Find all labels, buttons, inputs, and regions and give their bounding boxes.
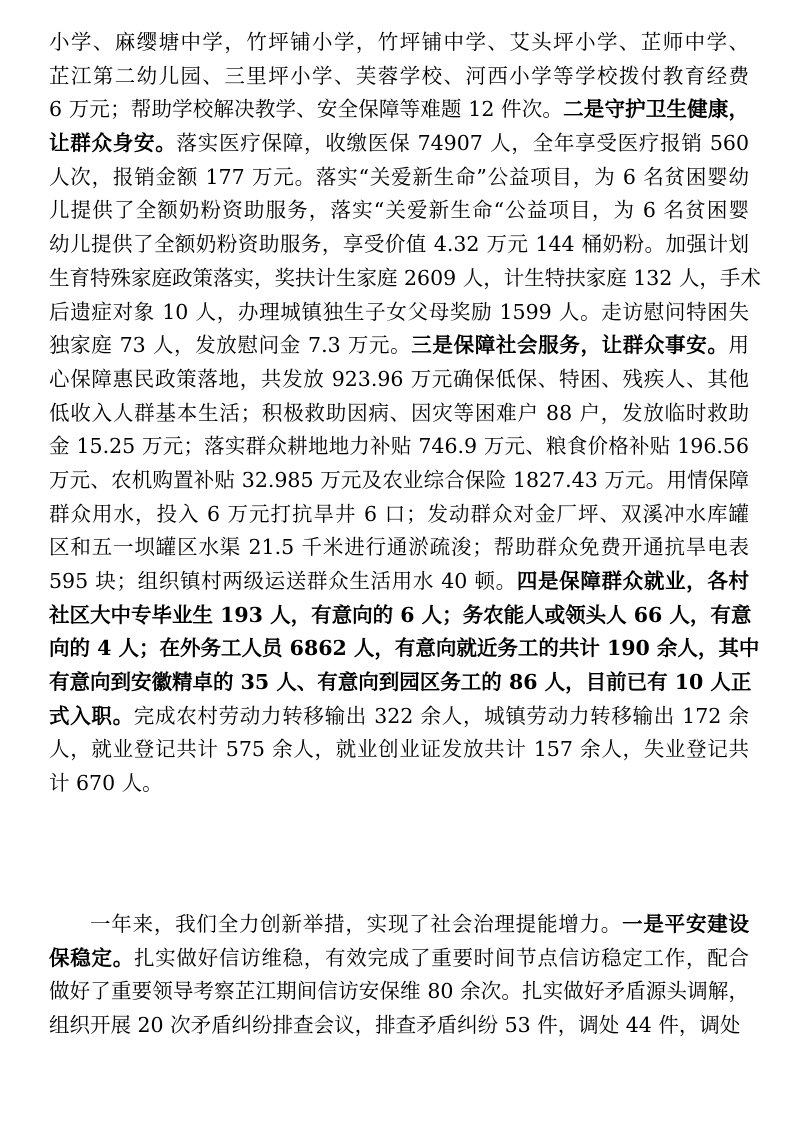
bold-text-run: 保稳定。 xyxy=(49,945,134,970)
text-line xyxy=(49,296,749,330)
text-line xyxy=(49,127,749,161)
text-line xyxy=(49,767,749,801)
text-line xyxy=(49,565,749,599)
text-line xyxy=(49,908,749,942)
text-run: 595 块；组织镇村两级运送群众生活用水 40 顿。 xyxy=(49,569,517,593)
bold-text-run: 一是平安建设 xyxy=(622,912,750,936)
text-run: 万元、农机购置补贴 32.985 万元及农业综合保险 1827.43 万元。用情保障 xyxy=(49,467,749,492)
text-line xyxy=(49,1009,749,1043)
text-line xyxy=(49,26,749,60)
text-line xyxy=(49,363,749,397)
text-run: 群众用水，投入 6 万元打抗旱井 6 口；发动群众对金厂坪、双溪冲水库罐 xyxy=(49,501,749,526)
text-run: 一年来，我们全力创新举措，实现了社会治理提能增力。 xyxy=(90,912,623,936)
bold-text-run: 社区大中专毕业生 193 人，有意向的 6 人；务农能人或领头人 66 人，有意 xyxy=(49,602,752,627)
text-line xyxy=(49,498,749,532)
text-run: 完成农村劳动力转移输出 322 余人，城镇劳动力转移输出 172 余 xyxy=(133,703,749,728)
paragraph-2 xyxy=(49,908,749,1043)
text-run: 幼儿提供了全额奶粉资助服务，享受价值 4.32 万元 144 桶奶粉。加强计划 xyxy=(49,232,749,257)
bold-text-run: 三是保障社会服务，让群众事安。 xyxy=(411,333,729,358)
text-run: 扎实做好信访维稳，有效完成了重要时间节点信访稳定工作，配合 xyxy=(133,945,749,970)
bold-text-run: 式入职。 xyxy=(49,703,134,728)
text-run: 区和五一坝罐区水渠 21.5 千米进行通淤疏浚；帮助群众免费开通抗旱电表 xyxy=(49,535,749,560)
text-line xyxy=(49,632,760,666)
text-run: 生育特殊家庭政策落实，奖扶计生家庭 2609 人，计生特扶家庭 132 人，手术 xyxy=(49,265,761,290)
text-line xyxy=(49,430,749,464)
text-line xyxy=(49,397,749,431)
text-line xyxy=(49,700,749,734)
text-run: 后遗症对象 10 人，办理城镇独生子女父母奖励 1599 人。走访慰问特困失 xyxy=(49,299,749,324)
bold-text-run: 让群众身安。 xyxy=(49,131,177,156)
text-line xyxy=(49,531,749,565)
text-run: 用 xyxy=(728,333,749,358)
text-run: 做好了重要领导考察芷江期间信访安保维 80 余次。扎实做好矛盾源头调解， xyxy=(49,979,749,1004)
text-line xyxy=(49,329,749,363)
text-run: 组织开展 20 次矛盾纠纷排查会议，排查矛盾纠纷 53 件，调处 44 件，调处 xyxy=(49,1013,741,1038)
text-run: 独家庭 73 人，发放慰问金 7.3 万元。 xyxy=(49,333,412,358)
text-line xyxy=(49,464,749,498)
text-run: 小学、麻缨塘中学，竹坪铺小学，竹坪铺中学、艾头坪小学、芷师中学、 xyxy=(49,30,749,54)
text-line xyxy=(49,262,761,296)
text-run: 低收入人群基本生活；积极救助因病、因灾等困难户 88 户，发放临时救助 xyxy=(49,400,749,425)
text-run: 心保障惠民政策落地，共发放 923.96 万元确保低保、特困、残疾人、其他 xyxy=(49,366,749,391)
bold-text-run: 向的 4 人；在外务工人员 6862 人，有意向就近务工的共计 190 余人，其中 xyxy=(49,636,760,661)
bold-text-run: 有意向到安徽精卓的 35 人、有意向到园区务工的 86 人，目前已有 10 人正 xyxy=(49,670,752,695)
text-line xyxy=(49,93,749,127)
text-line xyxy=(49,194,749,228)
bold-text-run: 四是保障群众就业，各村 xyxy=(516,569,750,593)
text-line xyxy=(49,975,749,1009)
text-run: 6 万元；帮助学校解决教学、安全保障等难题 12 件次。 xyxy=(49,97,564,122)
text-run: 计 670 人。 xyxy=(49,771,163,796)
text-line xyxy=(49,666,752,700)
text-line xyxy=(49,60,749,94)
text-run: 儿提供了全额奶粉资助服务，落实“关爱新生命“公益项目，为 6 名贫困婴 xyxy=(49,198,749,223)
text-line xyxy=(49,942,749,976)
paragraph-1 xyxy=(49,26,761,801)
text-run: 人次，报销金额 177 万元。落实“关爱新生命”公益项目，为 6 名贫困婴幼 xyxy=(49,164,749,189)
text-run: 人，就业登记共计 575 余人，就业创业证发放共计 157 余人，失业登记共 xyxy=(49,737,749,762)
text-line xyxy=(49,599,752,633)
text-line xyxy=(49,161,749,195)
text-line xyxy=(49,228,749,262)
bold-text-run: 二是守护卫生健康， xyxy=(563,97,750,122)
text-line xyxy=(49,733,749,767)
text-run: 芷江第二幼儿园、三里坪小学、芙蓉学校、河西小学等学校拨付教育经费 xyxy=(49,63,749,88)
text-run: 金 15.25 万元；落实群众耕地地力补贴 746.9 万元、粮食价格补贴 196.56 xyxy=(49,434,749,459)
text-run: 落实医疗保障，收缴医保 74907 人，全年享受医疗报销 560 xyxy=(176,131,750,156)
